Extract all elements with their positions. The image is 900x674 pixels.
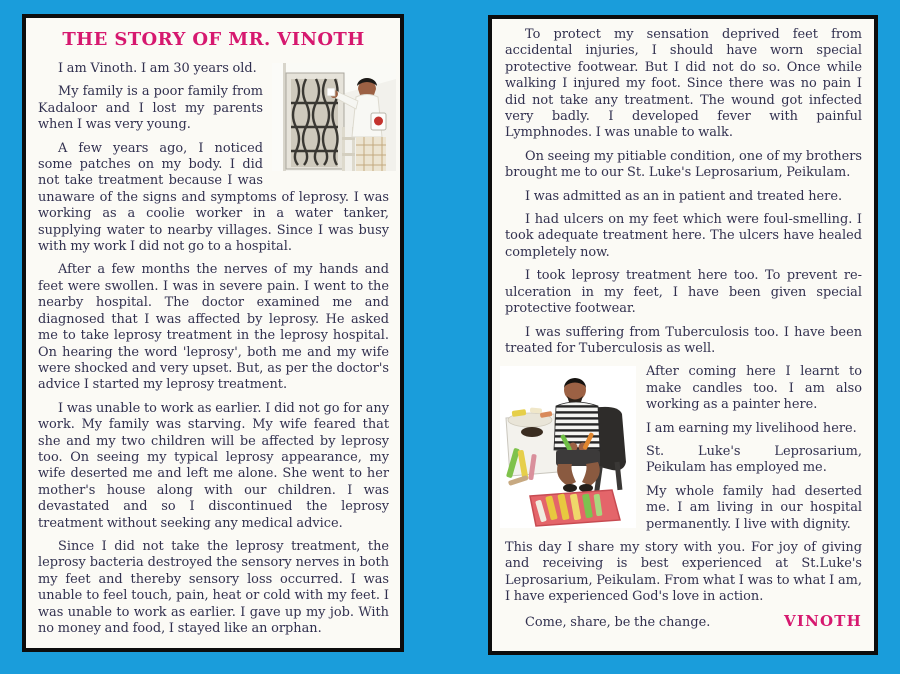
page-right [488, 15, 878, 655]
paragraph: I am earning my livelihood here. [646, 420, 857, 436]
paragraph: I was unable to work as earlier. I did not go for any work. My family was starving. My wife feared that she and my two children will be affected by leprosy too. On seeing my typical leprosy appearance, my wife deserted me and left me alone. She went to her mother's house along with our children. I was devastated and so I discontinued the leprosy treatment without seeking any medical advice. [38, 400, 389, 531]
paragraph: St. Luke's Leprosarium, Peikulam has employed me. [646, 443, 862, 476]
paragraph: I was suffering from Tuberculosis too. I have been treated for Tuberculosis as well. [505, 324, 862, 356]
painting-photo [272, 63, 396, 171]
paragraph: After coming here I learnt to make candles too. I am also working as a painter here. [646, 364, 862, 413]
signature: VINOTH [784, 611, 862, 630]
candle-making-photo [500, 366, 636, 528]
man-making-candles-illustration [500, 366, 636, 528]
paragraph: I had ulcers on my feet which were foul-smelling. I took adequate treatment here. The ulcers have healed completely now. [505, 212, 862, 260]
paragraph: My whole family had deserted me. I am living in our hospital permanently. I live with dignity. [646, 483, 862, 532]
page-left [22, 14, 404, 652]
paragraph: A few years ago, I noticed some patches on my body. I did not take treatment because I was unaware of the signs and symptoms of leprosy. I was working as a coolie worker in a water tanker, supplying water to nearby villages. Since I was busy with my work I did not go to a hospital. [38, 140, 389, 255]
page-title: THE STORY OF MR. VINOTH [62, 29, 365, 50]
call-to-action: Come, share, be the change. [525, 614, 711, 630]
paragraph: Since I did not take the leprosy treatment, the leprosy bacteria destroyed the sensory nerves in both my feet and thereby sensory loss occurred. I was unable to feel touch, pain, heat or cold with my feet. I was unable to work as earlier. I gave up my job. With no money and food, I stayed like an orphan. [38, 538, 389, 636]
paragraph: To protect my sensation deprived feet from accidental injuries, I should have worn special protective footwear. But I did not do so. Once while walking I injured my foot. Since there was no pain I did not take any treatment. The wound got infected very badly. I developed fever with painful Lymphnodes. I was unable to walk. [505, 27, 862, 141]
paragraph: My family is a poor family from Kadaloor and I lost my parents when I was very young. [38, 84, 263, 133]
paragraph: I took leprosy treatment here too. To prevent re-ulceration in my feet, I have been given special protective footwear. [505, 268, 862, 317]
paragraph: I was admitted as an in patient and treated here. [525, 188, 843, 204]
paragraph: On seeing my pitiable condition, one of my brothers brought me to our St. Luke's Leprosarium, Peikulam. [505, 148, 862, 181]
paragraph: After a few months the nerves of my hands and feet were swollen. I was in severe pain. I went to the nearby hospital. The doctor examined me and diagnosed that I was affected by leprosy. He asked me to take leprosy treatment in the leprosy hospital. On hearing the word 'leprosy', both me and my wife were shocked and very upset. But, as per the doctor's advice I started my leprosy treatment. [38, 262, 389, 393]
paragraph: I am Vinoth. I am 30 years old. [58, 61, 257, 76]
closing-paragraph: This day I share my story with you. For joy of giving and receiving is best experienced at St.Luke's Leprosarium, Peikulam. From what I was to what I am, I have experienced God's love in action. [505, 539, 862, 605]
man-painting-window-grille-illustration [272, 63, 396, 171]
signature-row [505, 613, 862, 631]
